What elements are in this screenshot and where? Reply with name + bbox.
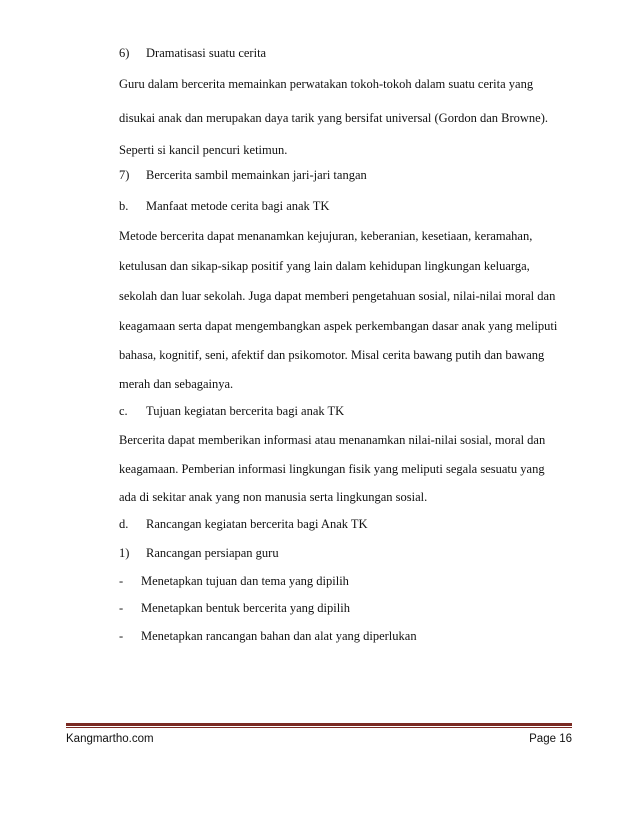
paragraph-line: Bercerita dapat memberikan informasi atau menanamkan nilai-nilai sosial, moral dan (119, 433, 546, 447)
footer-rule (66, 723, 572, 726)
section-d-heading (119, 516, 368, 532)
footer-page-number: Page 16 (529, 733, 572, 745)
section-letter: b. (119, 199, 129, 213)
item-heading: Rancangan persiapan guru (146, 546, 279, 560)
section-b-heading (119, 198, 329, 214)
bullet-item (119, 628, 417, 644)
item-6-line (119, 45, 266, 61)
bullet-text: Menetapkan bentuk bercerita yang dipilih (141, 601, 350, 615)
paragraph-line: ketulusan dan sikap-sikap positif yang lain dalam kehidupan lingkungan keluarga, (119, 259, 530, 273)
section-c-heading (119, 403, 344, 419)
section-title: Rancangan kegiatan bercerita bagi Anak TK (146, 517, 368, 531)
paragraph-line: Guru dalam bercerita memainkan perwatakan tokoh-tokoh dalam suatu cerita yang (119, 77, 534, 91)
section-title: Manfaat metode cerita bagi anak TK (146, 199, 330, 213)
section-letter: c. (119, 404, 128, 418)
footer-rule-thin (66, 727, 572, 728)
bullet-dash: - (119, 601, 124, 615)
item-number: 1) (119, 546, 130, 560)
footer-site: Kangmartho.com (66, 733, 154, 745)
item-heading: Dramatisasi suatu cerita (146, 46, 267, 60)
section-letter: d. (119, 517, 129, 531)
subsection-1-heading (119, 545, 279, 561)
item-heading: Bercerita sambil memainkan jari-jari tangan (146, 168, 367, 182)
item-number: 6) (119, 46, 130, 60)
paragraph-line: bahasa, kognitif, seni, afektif dan psikomotor. Misal cerita bawang putih dan bawang (119, 348, 545, 362)
paragraph-line: sekolah dan luar sekolah. Juga dapat memberi pengetahuan sosial, nilai-nilai moral dan (119, 289, 556, 303)
bullet-text: Menetapkan rancangan bahan dan alat yang diperlukan (141, 629, 417, 643)
paragraph-line: Seperti si kancil pencuri ketimun. (119, 143, 288, 157)
paragraph-line: ada di sekitar anak yang non manusia serta lingkungan sosial. (119, 490, 428, 504)
paragraph-line: Metode bercerita dapat menanamkan kejujuran, keberanian, kesetiaan, keramahan, (119, 229, 533, 243)
bullet-dash: - (119, 629, 124, 643)
bullet-item (119, 600, 350, 616)
paragraph-line: keagamaan serta dapat mengembangkan aspek perkembangan dasar anak yang meliputi (119, 319, 558, 333)
bullet-item (119, 573, 349, 589)
paragraph-line: merah dan sebagainya. (119, 377, 234, 391)
item-7-line (119, 167, 367, 183)
bullet-dash: - (119, 574, 124, 588)
bullet-text: Menetapkan tujuan dan tema yang dipilih (141, 574, 349, 588)
section-title: Tujuan kegiatan bercerita bagi anak TK (146, 404, 345, 418)
paragraph-line: keagamaan. Pemberian informasi lingkungan fisik yang meliputi segala sesuatu yang (119, 462, 545, 476)
paragraph-line: disukai anak dan merupakan daya tarik yang bersifat universal (Gordon dan Browne). (119, 111, 549, 125)
item-number: 7) (119, 168, 130, 182)
